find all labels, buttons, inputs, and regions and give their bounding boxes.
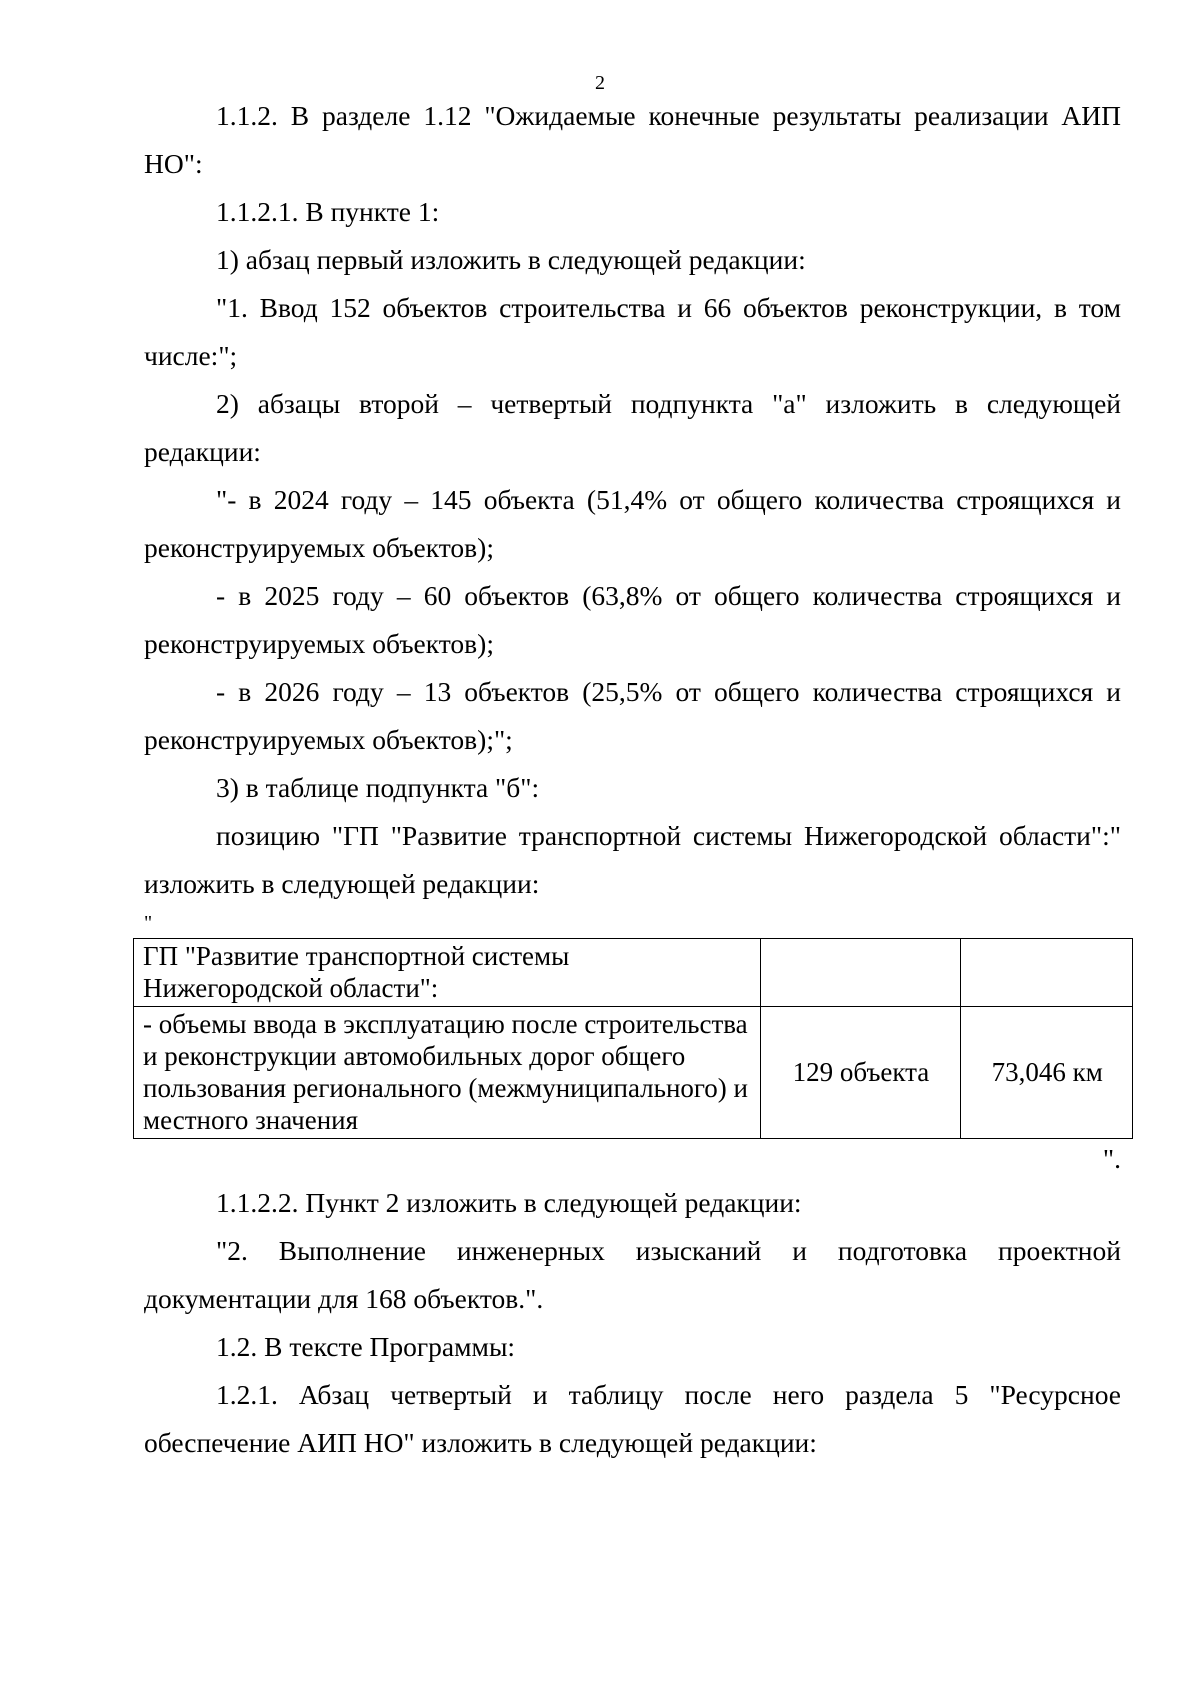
- results-table: [133, 938, 1133, 1139]
- paragraph: позицию "ГП "Развитие транспортной системы Нижегородской области":" изложить в следующей редакции:: [144, 820, 1121, 899]
- table-cell-label: ГП "Развитие транспортной системы Нижегородской области":: [134, 939, 761, 1007]
- paragraph: 1.2.1. Абзац четвертый и таблицу после него раздела 5 "Ресурсное обеспечение АИП НО" изложить в следующей редакции:: [144, 1379, 1121, 1458]
- table-cell-label: - объемы ввода в эксплуатацию после строительства и реконструкции автомобильных дорог общего пользования регионального (межмуниципального) и местного значения: [134, 1007, 761, 1139]
- table-cell-value: [961, 939, 1133, 1007]
- paragraph: 3) в таблице подпункта "б":: [216, 772, 540, 803]
- paragraph: - в 2025 году – 60 объектов (63,8% от общего количества строящихся и реконструируемых объектов);: [144, 580, 1121, 659]
- paragraph: 2) абзацы второй – четвертый подпункта "а" изложить в следующей редакции:: [144, 388, 1121, 467]
- table-row: [134, 1007, 1133, 1139]
- paragraph: 1.1.2.2. Пункт 2 изложить в следующей редакции:: [216, 1187, 802, 1218]
- paragraph: 1.2. В тексте Программы:: [216, 1331, 516, 1362]
- table-open-quote: ": [144, 912, 153, 934]
- paragraph: 1.1.2.1. В пункте 1:: [216, 196, 440, 227]
- paragraph: 1.1.2. В разделе 1.12 "Ожидаемые конечные результаты реализации АИП НО":: [144, 100, 1121, 179]
- paragraph: 1) абзац первый изложить в следующей редакции:: [216, 244, 806, 275]
- table-row: [134, 939, 1133, 1007]
- document-body: [144, 92, 1121, 1467]
- table-cell-value: 73,046 км: [961, 1007, 1133, 1139]
- table-cell-value: 129 объекта: [760, 1007, 961, 1139]
- table-cell-value: [760, 939, 961, 1007]
- page-number: 2: [595, 72, 605, 94]
- paragraph: "1. Ввод 152 объектов строительства и 66 объектов реконструкции, в том числе:";: [144, 292, 1121, 371]
- paragraph: "2. Выполнение инженерных изысканий и подготовка проектной документации для 168 объектов.".: [144, 1235, 1121, 1314]
- paragraph: - в 2026 году – 13 объектов (25,5% от общего количества строящихся и реконструируемых объектов);";: [144, 676, 1121, 755]
- table-close-quote: ".: [1102, 1143, 1121, 1174]
- paragraph: "- в 2024 году – 145 объекта (51,4% от общего количества строящихся и реконструируемых объектов);: [144, 484, 1121, 563]
